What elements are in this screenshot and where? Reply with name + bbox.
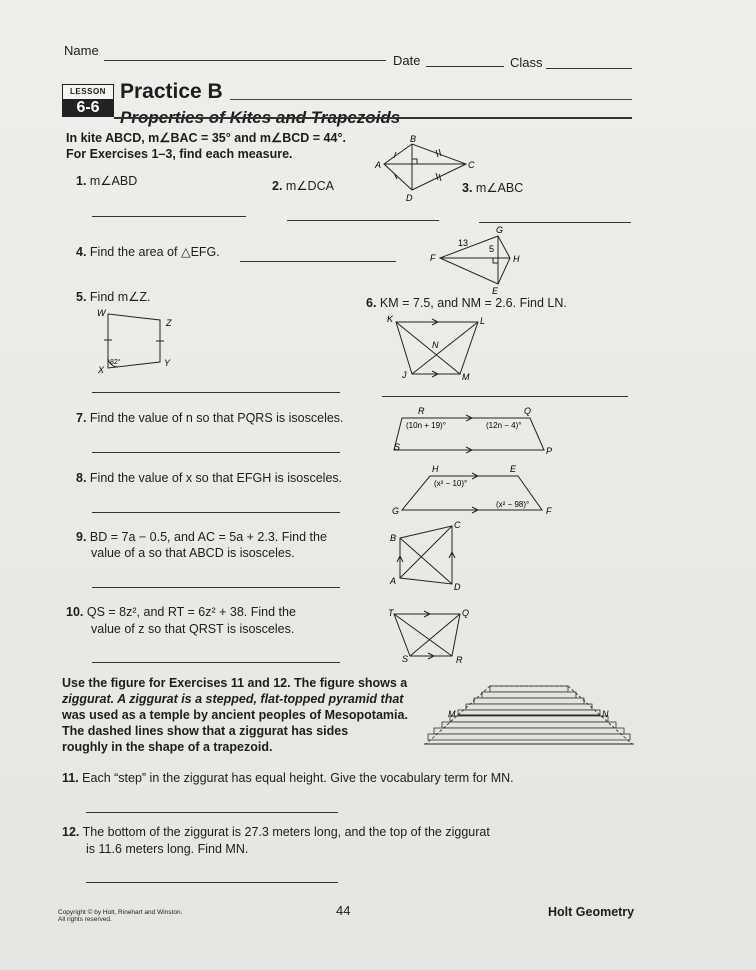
- lesson-number: 6-6: [62, 99, 114, 117]
- pqrs-figure: [390, 402, 560, 458]
- date-label: Date: [393, 53, 421, 68]
- answer-line-7[interactable]: [92, 452, 340, 453]
- ziggurat-label-n: N: [602, 709, 609, 719]
- intro-line-2: For Exercises 1–3, find each measure.: [66, 147, 293, 161]
- ziggurat-intro-line-2: ziggurat. A ziggurat is a stepped, flat-topped pyramid that: [62, 692, 404, 706]
- efg-label-e: E: [492, 286, 499, 296]
- ziggurat-label-m: M: [448, 709, 456, 719]
- ziggurat-intro-line-1: Use the figure for Exercises 11 and 12. The figure shows a: [62, 676, 408, 690]
- efgh-label-e: E: [510, 464, 517, 474]
- wxyz-label-y: Y: [164, 358, 171, 368]
- klmjn-label-l: L: [480, 316, 486, 326]
- answer-line-3[interactable]: [479, 222, 631, 223]
- name-field[interactable]: [104, 60, 386, 61]
- klmjn-label-k: K: [387, 314, 394, 324]
- kite-label-c: C: [468, 160, 475, 170]
- abcd-label-d: D: [454, 582, 461, 592]
- pqrs-label-s: S: [394, 442, 401, 452]
- class-field[interactable]: [546, 68, 632, 69]
- answer-line-9[interactable]: [92, 587, 340, 588]
- pqrs-label-p: P: [546, 446, 553, 456]
- efgh-label-h: H: [432, 464, 439, 474]
- exercise-10-line-2: value of z so that QRST is isosceles.: [91, 622, 295, 636]
- qrst-label-s: S: [402, 654, 409, 664]
- klmjn-label-n: N: [432, 340, 439, 350]
- kite-label-a: A: [375, 160, 382, 170]
- exercise-1: 1. m∠ABD: [76, 174, 138, 188]
- exercise-12: 12. The bottom of the ziggurat is 27.3 meters long, and the top of the ziggurat: [62, 825, 490, 839]
- exercise-2: 2. m∠DCA: [272, 179, 334, 193]
- answer-line-4[interactable]: [240, 261, 396, 262]
- class-label: Class: [510, 55, 543, 70]
- abcd-label-a: A: [390, 576, 397, 586]
- answer-line-11[interactable]: [86, 812, 338, 813]
- name-label: Name: [64, 43, 99, 58]
- efg-height: 5: [489, 244, 495, 254]
- pqrs-label-q: Q: [524, 406, 532, 416]
- exercise-9: 9. BD = 7a − 0.5, and AC = 5a + 2.3. Find the: [76, 530, 327, 544]
- book-title: Holt Geometry: [548, 905, 635, 919]
- wxyz-label-x: X: [98, 365, 105, 375]
- qrst-figure: [388, 606, 478, 666]
- answer-line-6[interactable]: [382, 396, 628, 397]
- efgh-label-f: F: [546, 506, 552, 516]
- answer-line-12[interactable]: [86, 882, 338, 883]
- title-rule: [114, 117, 632, 119]
- practice-title: Practice B: [120, 80, 223, 103]
- klmjn-label-m: M: [462, 372, 470, 382]
- kite-label-d: D: [406, 193, 413, 203]
- efg-figure: [428, 224, 528, 296]
- wxyz-angle: 82°: [110, 359, 121, 366]
- wxyz-label-z: Z: [166, 318, 172, 328]
- exercise-6: 6. KM = 7.5, and NM = 2.6. Find LN.: [366, 296, 567, 310]
- efg-label-h: H: [513, 254, 520, 264]
- qrst-label-q: Q: [462, 608, 470, 618]
- qrst-label-r: R: [456, 655, 463, 665]
- qrst-label-t: T: [388, 608, 394, 618]
- pqrs-label-r: R: [418, 406, 425, 416]
- exercise-7: 7. Find the value of n so that PQRS is isosceles.: [76, 411, 344, 425]
- efg-side-length: 13: [458, 238, 469, 248]
- page-title: Properties of Kites and Trapezoids: [120, 108, 401, 127]
- ziggurat-figure: [424, 680, 634, 752]
- pqrs-angle-r: (10n + 19)°: [406, 421, 446, 430]
- page-number: 44: [336, 903, 351, 918]
- exercise-12-line-2: is 11.6 meters long. Find MN.: [86, 842, 249, 856]
- wxyz-figure: [92, 304, 188, 376]
- abcd-label-b: B: [390, 533, 397, 543]
- exercise-8: 8. Find the value of x so that EFGH is isosceles.: [76, 471, 343, 485]
- efgh-angle-f: (x² − 98)°: [496, 500, 530, 509]
- exercise-3: 3. m∠ABC: [462, 181, 524, 195]
- wxyz-label-w: W: [97, 308, 106, 318]
- header-rule: [230, 99, 632, 100]
- efg-label-g: G: [496, 225, 504, 235]
- efgh-angle-h: (x² − 10)°: [434, 479, 468, 488]
- pqrs-angle-q: (12n − 4)°: [486, 421, 522, 430]
- lesson-label: LESSON: [62, 84, 114, 100]
- exercise-11: 11. Each “step” in the ziggurat has equal height. Give the vocabulary term for MN.: [62, 771, 514, 785]
- efgh-figure: [390, 462, 560, 518]
- efgh-label-g: G: [392, 506, 400, 516]
- exercise-9-line-2: value of a so that ABCD is isosceles.: [91, 546, 295, 560]
- answer-line-8[interactable]: [92, 512, 340, 513]
- exercise-10: 10. QS = 8z², and RT = 6z² + 38. Find the: [66, 605, 296, 619]
- ziggurat-intro-line-4: The dashed lines show that a ziggurat has sides: [62, 724, 349, 738]
- klmjn-figure: [386, 312, 496, 384]
- exercise-5: 5. Find m∠Z.: [76, 290, 151, 304]
- copyright: Copyright © by Holt, Rinehart and Winston. All rights reserved.: [58, 909, 183, 923]
- kite-label-b: B: [410, 134, 417, 144]
- intro-line-1: In kite ABCD, m∠BAC = 35° and m∠BCD = 44°.: [66, 131, 346, 145]
- abcd-label-c: C: [454, 520, 461, 530]
- ziggurat-intro-line-3: was used as a temple by ancient peoples of Mesopotamia.: [62, 708, 408, 722]
- answer-line-1[interactable]: [92, 216, 246, 217]
- klmjn-label-j: J: [402, 370, 407, 380]
- ziggurat-intro-line-5: roughly in the shape of a trapezoid.: [62, 740, 273, 754]
- date-field[interactable]: [426, 66, 504, 67]
- answer-line-2[interactable]: [287, 220, 439, 221]
- exercise-4: 4. Find the area of △EFG.: [76, 245, 220, 259]
- efg-label-f: F: [430, 253, 436, 263]
- answer-line-10[interactable]: [92, 662, 340, 663]
- answer-line-5[interactable]: [92, 392, 340, 393]
- abcd-figure: [388, 518, 468, 592]
